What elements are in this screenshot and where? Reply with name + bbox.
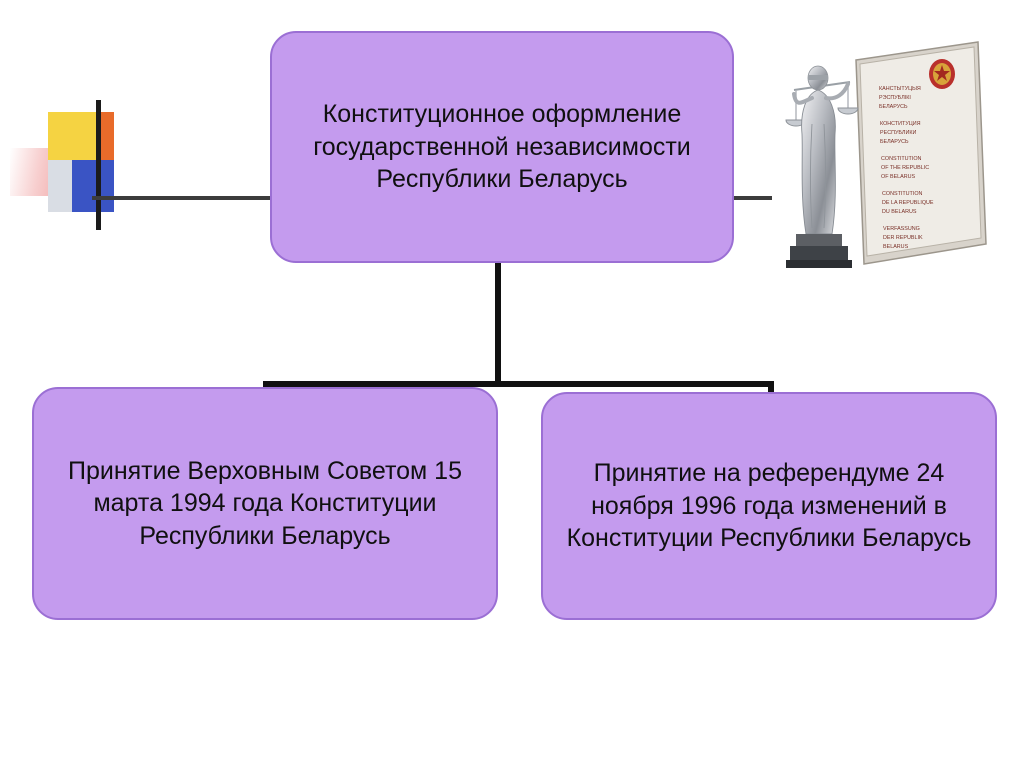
connector-horizontal-left (92, 196, 292, 200)
svg-text:CONSTITUTION: CONSTITUTION (881, 156, 922, 162)
svg-text:БЕЛАРУСЬ: БЕЛАРУСЬ (880, 139, 909, 145)
svg-text:DU BELARUS: DU BELARUS (882, 209, 917, 215)
diagram-node-right (541, 392, 997, 620)
svg-text:OF THE REPUBLIC: OF THE REPUBLIC (881, 165, 930, 171)
diagram-node-right-label: Принятие на референдуме 24 ноября 1996 года изменений в Конституции Республики Беларусь (566, 459, 972, 553)
connector-vertical-root (495, 262, 501, 384)
svg-text:VERFASSUNG: VERFASSUNG (883, 226, 920, 232)
svg-text:БЕЛАРУСЬ: БЕЛАРУСЬ (879, 104, 908, 110)
svg-text:РЕСПУБЛИКИ: РЕСПУБЛИКИ (880, 130, 917, 136)
diagram-node-left-label: Принятие Верховным Советом 15 марта 1994 года Конституции Республики Беларусь (67, 456, 462, 550)
svg-text:РЭСПУБЛІКІ: РЭСПУБЛІКІ (879, 95, 911, 101)
svg-text:КОНСТИТУЦИЯ: КОНСТИТУЦИЯ (880, 121, 921, 127)
svg-text:DER REPUBLIK: DER REPUBLIK (883, 235, 923, 241)
decor-square-yellow (48, 112, 96, 160)
decor-vertical-bar (96, 100, 101, 230)
svg-text:BELARUS: BELARUS (883, 244, 909, 250)
svg-text:CONSTITUTION: CONSTITUTION (882, 191, 923, 197)
decor-square-grey (48, 160, 72, 212)
svg-text:DE LA REPUBLIQUE: DE LA REPUBLIQUE (882, 200, 934, 206)
diagram-node-root-label: Конституционное оформление государственной независимости Республики Беларусь (313, 100, 691, 194)
colored-squares-motif (10, 100, 150, 230)
svg-text:OF BELARUS: OF BELARUS (881, 174, 916, 180)
diagram-node-left (32, 387, 498, 620)
diagram-node-root (270, 31, 734, 263)
constitution-and-lady-justice-photo (772, 28, 998, 286)
decor-square-blue (72, 160, 114, 212)
svg-text:КАНСТЫТУЦЫЯ: КАНСТЫТУЦЫЯ (879, 86, 921, 92)
